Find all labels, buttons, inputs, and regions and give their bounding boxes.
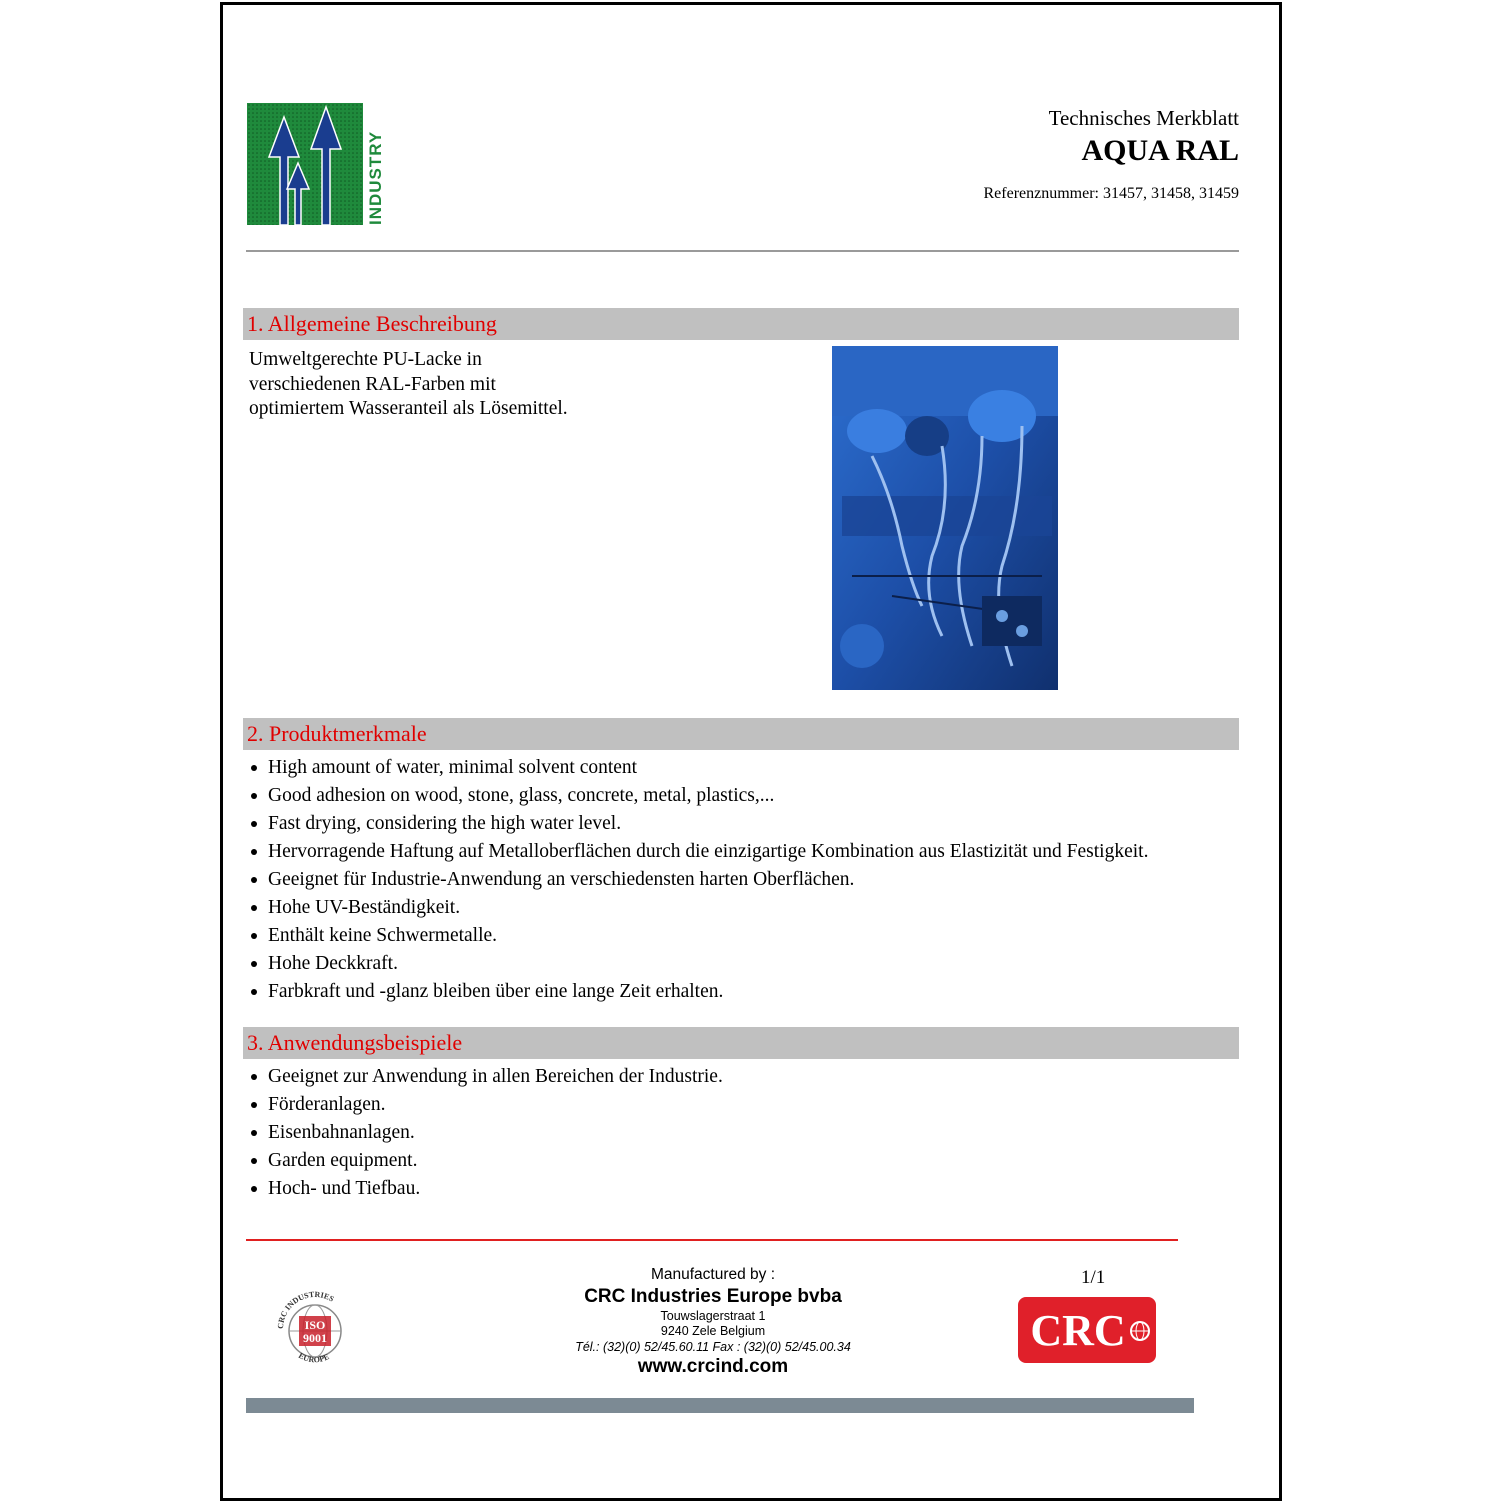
datasheet-page (220, 2, 1282, 1501)
footer-bar (246, 1398, 1194, 1413)
company-city: 9240 Zele Belgium (660, 1324, 766, 1338)
svg-text:ISO: ISO (304, 1318, 326, 1332)
reference-numbers: Referenznummer: 31457, 31458, 31459 (983, 185, 1239, 202)
company-website: www.crcind.com (637, 1356, 789, 1377)
section-heading-features: 2. Produktmerkmale (243, 718, 1239, 750)
blue-engine-photo (832, 346, 1058, 690)
manufactured-by-label: Manufactured by : (650, 1266, 776, 1283)
document-header (984, 105, 1240, 203)
iso-9001-seal (273, 1283, 357, 1375)
list-item: Enthält keine Schwermetalle. (247, 922, 1148, 950)
crc-logo (1016, 1295, 1158, 1365)
list-item: High amount of water, minimal solvent content (247, 754, 1148, 782)
document-type: Technisches Merkblatt (1048, 106, 1239, 130)
list-item: Hoch- und Tiefbau. (247, 1175, 723, 1203)
list-item: Fast drying, considering the high water level. (247, 810, 1148, 838)
industry-logo (247, 103, 387, 225)
product-title: AQUA RAL (1081, 134, 1239, 167)
applications-list (247, 1063, 723, 1203)
list-item: Hohe UV-Beständigkeit. (247, 894, 1148, 922)
header-divider (246, 250, 1239, 252)
general-description (249, 348, 629, 422)
svg-text:CRC INDUSTRIES: CRC INDUSTRIES (275, 1289, 336, 1330)
list-item: Geeignet zur Anwendung in allen Bereichen der Industrie. (247, 1063, 723, 1091)
logo-text: INDUSTRY (366, 130, 385, 225)
list-item: Garden equipment. (247, 1147, 723, 1175)
svg-text:CRC: CRC (1030, 1306, 1126, 1355)
section-heading-applications: 3. Anwendungsbeispiele (243, 1027, 1239, 1059)
description-line: Umweltgerechte PU-Lacke in (249, 349, 482, 370)
section-heading-description: 1. Allgemeine Beschreibung (243, 308, 1239, 340)
list-item: Good adhesion on wood, stone, glass, concrete, metal, plastics,... (247, 782, 1148, 810)
features-list (247, 754, 1148, 1006)
list-item: Geeignet für Industrie-Anwendung an verschiedensten harten Oberflächen. (247, 866, 1148, 894)
company-name: CRC Industries Europe bvba (584, 1286, 842, 1307)
list-item: Farbkraft und -glanz bleiben über eine lange Zeit erhalten. (247, 978, 1148, 1006)
page-number: 1/1 (1081, 1267, 1106, 1288)
list-item: Hervorragende Haftung auf Metalloberflächen durch die einzigartige Kombination aus Elastizität und Festigkeit. (247, 838, 1148, 866)
list-item: Förderanlagen. (247, 1091, 723, 1119)
company-phone-fax: Tél.: (32)(0) 52/45.60.11 Fax : (32)(0) 52/45.00.34 (575, 1340, 851, 1354)
manufacturer-info (523, 1265, 903, 1379)
company-street: Touwslagerstraat 1 (660, 1309, 766, 1323)
svg-text:EUROPE: EUROPE (297, 1350, 331, 1365)
footer-divider (246, 1239, 1178, 1241)
svg-text:9001: 9001 (303, 1331, 327, 1345)
list-item: Eisenbahnanlagen. (247, 1119, 723, 1147)
list-item: Hohe Deckkraft. (247, 950, 1148, 978)
description-line: optimiertem Wasseranteil als Lösemittel. (249, 398, 568, 419)
description-line: verschiedenen RAL-Farben mit (249, 373, 496, 395)
